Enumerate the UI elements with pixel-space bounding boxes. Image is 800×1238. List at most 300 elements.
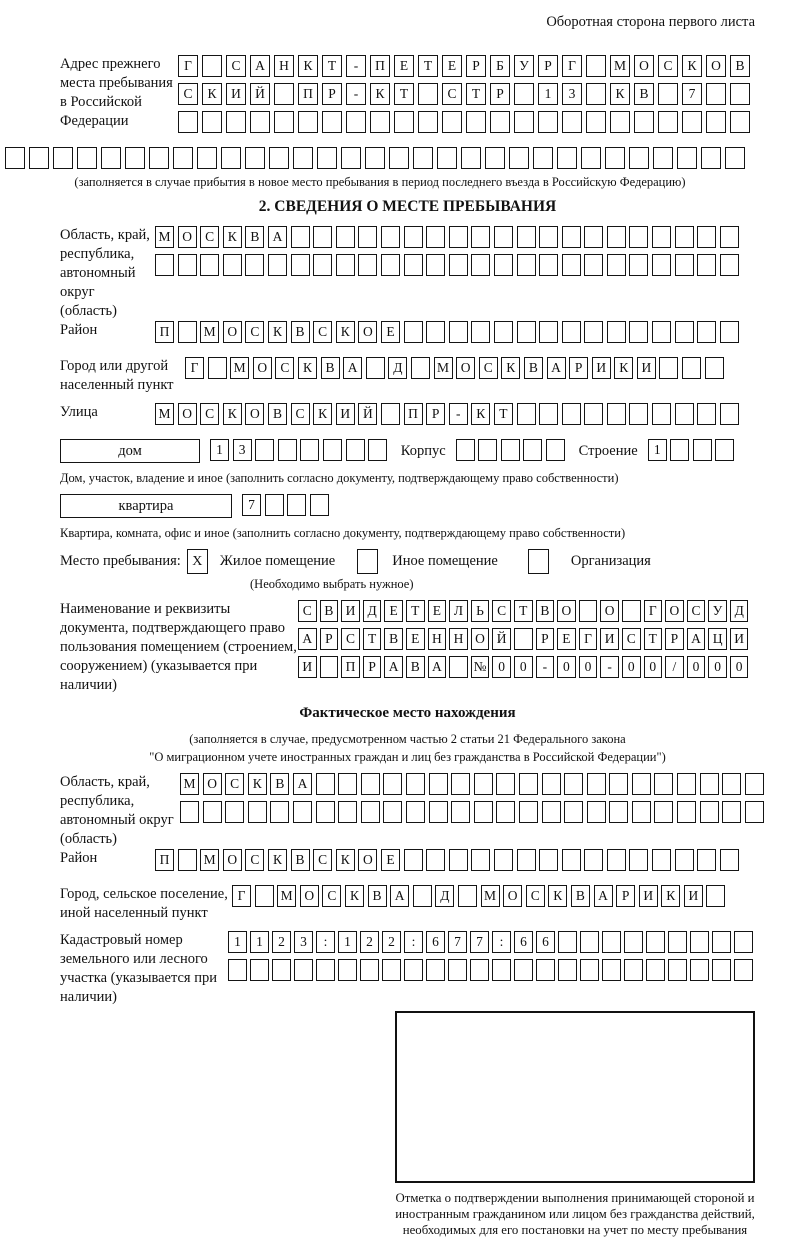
char-cell[interactable] xyxy=(730,111,750,133)
char-cell[interactable] xyxy=(478,439,497,461)
char-cell[interactable] xyxy=(514,628,533,650)
char-cell[interactable]: О xyxy=(178,226,197,248)
char-cell[interactable] xyxy=(587,801,606,823)
checkbox-organization[interactable] xyxy=(528,549,549,574)
char-cell[interactable] xyxy=(221,147,241,169)
char-cell[interactable]: Й xyxy=(250,83,270,105)
char-cell[interactable] xyxy=(624,959,643,981)
char-cell[interactable] xyxy=(542,773,561,795)
char-cell[interactable]: В xyxy=(571,885,590,907)
char-cell[interactable]: О xyxy=(203,773,222,795)
char-cell[interactable] xyxy=(461,147,481,169)
char-cell[interactable]: 3 xyxy=(233,439,252,461)
char-cell[interactable]: Р xyxy=(466,55,486,77)
char-cell[interactable] xyxy=(586,55,606,77)
fact-oblast-row2[interactable] xyxy=(180,801,767,823)
char-cell[interactable] xyxy=(338,801,357,823)
char-cell[interactable] xyxy=(519,773,538,795)
char-cell[interactable] xyxy=(368,439,387,461)
char-cell[interactable] xyxy=(293,147,313,169)
char-cell[interactable] xyxy=(517,254,536,276)
fact-raion-row[interactable] xyxy=(155,849,742,871)
char-cell[interactable] xyxy=(294,959,313,981)
char-cell[interactable]: И xyxy=(592,357,611,379)
char-cell[interactable] xyxy=(675,849,694,871)
char-cell[interactable]: И xyxy=(600,628,619,650)
doc-row3[interactable] xyxy=(298,656,755,678)
char-cell[interactable] xyxy=(730,83,750,105)
char-cell[interactable]: В xyxy=(268,403,287,425)
char-cell[interactable] xyxy=(474,801,493,823)
char-cell[interactable] xyxy=(705,357,724,379)
char-cell[interactable]: П xyxy=(155,321,174,343)
char-cell[interactable]: П xyxy=(155,849,174,871)
char-cell[interactable]: П xyxy=(298,83,318,105)
char-cell[interactable] xyxy=(725,147,745,169)
char-cell[interactable] xyxy=(346,111,366,133)
char-cell[interactable] xyxy=(607,403,626,425)
char-cell[interactable]: Н xyxy=(274,55,294,77)
char-cell[interactable]: 7 xyxy=(448,931,467,953)
char-cell[interactable]: Т xyxy=(322,55,342,77)
char-cell[interactable] xyxy=(250,959,269,981)
char-cell[interactable]: О xyxy=(456,357,475,379)
char-cell[interactable]: 0 xyxy=(644,656,663,678)
char-cell[interactable] xyxy=(155,254,174,276)
char-cell[interactable]: Д xyxy=(388,357,407,379)
char-cell[interactable] xyxy=(514,83,534,105)
char-cell[interactable] xyxy=(178,111,198,133)
char-cell[interactable] xyxy=(449,254,468,276)
char-cell[interactable] xyxy=(629,147,649,169)
char-cell[interactable] xyxy=(720,849,739,871)
char-cell[interactable]: : xyxy=(492,931,511,953)
char-cell[interactable] xyxy=(449,321,468,343)
char-cell[interactable] xyxy=(697,849,716,871)
char-cell[interactable] xyxy=(546,439,565,461)
char-cell[interactable]: С xyxy=(313,849,332,871)
char-cell[interactable]: 2 xyxy=(272,931,291,953)
char-cell[interactable] xyxy=(652,254,671,276)
char-cell[interactable]: А xyxy=(298,628,317,650)
char-cell[interactable]: М xyxy=(230,357,249,379)
char-cell[interactable] xyxy=(584,226,603,248)
char-cell[interactable]: Ь xyxy=(471,600,490,622)
char-cell[interactable]: В xyxy=(368,885,387,907)
char-cell[interactable] xyxy=(178,321,197,343)
char-cell[interactable] xyxy=(677,773,696,795)
char-cell[interactable]: А xyxy=(250,55,270,77)
char-cell[interactable] xyxy=(558,931,577,953)
char-cell[interactable] xyxy=(557,147,577,169)
char-cell[interactable] xyxy=(338,773,357,795)
char-cell[interactable] xyxy=(580,931,599,953)
char-cell[interactable] xyxy=(361,801,380,823)
char-cell[interactable]: М xyxy=(277,885,296,907)
char-cell[interactable] xyxy=(449,656,468,678)
char-cell[interactable] xyxy=(629,226,648,248)
char-cell[interactable]: С xyxy=(526,885,545,907)
char-cell[interactable]: П xyxy=(370,55,390,77)
char-cell[interactable]: А xyxy=(343,357,362,379)
char-cell[interactable] xyxy=(580,959,599,981)
char-cell[interactable] xyxy=(270,801,289,823)
char-cell[interactable] xyxy=(564,773,583,795)
char-cell[interactable] xyxy=(336,254,355,276)
char-cell[interactable]: К xyxy=(661,885,680,907)
char-cell[interactable]: 0 xyxy=(687,656,706,678)
char-cell[interactable]: 6 xyxy=(426,931,445,953)
char-cell[interactable] xyxy=(313,226,332,248)
char-cell[interactable] xyxy=(562,321,581,343)
char-cell[interactable] xyxy=(562,111,582,133)
char-cell[interactable]: Р xyxy=(536,628,555,650)
char-cell[interactable]: В xyxy=(524,357,543,379)
char-cell[interactable] xyxy=(341,147,361,169)
char-cell[interactable] xyxy=(200,254,219,276)
char-cell[interactable] xyxy=(381,226,400,248)
char-cell[interactable]: Й xyxy=(358,403,377,425)
char-cell[interactable] xyxy=(675,403,694,425)
char-cell[interactable] xyxy=(287,494,306,516)
char-cell[interactable]: С xyxy=(492,600,511,622)
char-cell[interactable] xyxy=(429,773,448,795)
char-cell[interactable] xyxy=(53,147,73,169)
kvartira-cells[interactable] xyxy=(242,494,332,516)
char-cell[interactable] xyxy=(509,147,529,169)
char-cell[interactable] xyxy=(720,254,739,276)
char-cell[interactable]: К xyxy=(471,403,490,425)
char-cell[interactable] xyxy=(494,226,513,248)
char-cell[interactable]: С xyxy=(245,849,264,871)
char-cell[interactable] xyxy=(562,226,581,248)
char-cell[interactable]: : xyxy=(316,931,335,953)
char-cell[interactable]: У xyxy=(514,55,534,77)
char-cell[interactable] xyxy=(652,403,671,425)
char-cell[interactable] xyxy=(208,357,227,379)
char-cell[interactable] xyxy=(323,439,342,461)
char-cell[interactable] xyxy=(458,885,477,907)
char-cell[interactable] xyxy=(418,83,438,105)
char-cell[interactable]: К xyxy=(298,55,318,77)
char-cell[interactable] xyxy=(366,357,385,379)
char-cell[interactable] xyxy=(517,226,536,248)
char-cell[interactable]: О xyxy=(223,849,242,871)
char-cell[interactable] xyxy=(682,357,701,379)
char-cell[interactable]: М xyxy=(610,55,630,77)
char-cell[interactable] xyxy=(418,111,438,133)
char-cell[interactable] xyxy=(429,801,448,823)
checkbox-other-premises[interactable] xyxy=(357,549,378,574)
char-cell[interactable] xyxy=(629,321,648,343)
char-cell[interactable]: К xyxy=(202,83,222,105)
char-cell[interactable] xyxy=(562,403,581,425)
char-cell[interactable]: Т xyxy=(644,628,663,650)
char-cell[interactable] xyxy=(466,111,486,133)
char-cell[interactable] xyxy=(622,600,641,622)
char-cell[interactable]: К xyxy=(223,403,242,425)
char-cell[interactable]: А xyxy=(293,773,312,795)
char-cell[interactable] xyxy=(539,403,558,425)
char-cell[interactable] xyxy=(652,321,671,343)
char-cell[interactable] xyxy=(720,321,739,343)
char-cell[interactable] xyxy=(202,55,222,77)
char-cell[interactable] xyxy=(579,600,598,622)
char-cell[interactable] xyxy=(322,111,342,133)
char-cell[interactable]: И xyxy=(684,885,703,907)
char-cell[interactable] xyxy=(706,885,725,907)
char-cell[interactable] xyxy=(697,403,716,425)
char-cell[interactable] xyxy=(586,83,606,105)
char-cell[interactable]: С xyxy=(200,226,219,248)
char-cell[interactable] xyxy=(101,147,121,169)
char-cell[interactable] xyxy=(654,801,673,823)
char-cell[interactable] xyxy=(693,439,712,461)
char-cell[interactable]: В xyxy=(384,628,403,650)
char-cell[interactable]: Д xyxy=(730,600,749,622)
char-cell[interactable]: О xyxy=(178,403,197,425)
char-cell[interactable]: М xyxy=(200,321,219,343)
char-cell[interactable] xyxy=(607,321,626,343)
char-cell[interactable]: С xyxy=(313,321,332,343)
char-cell[interactable] xyxy=(394,111,414,133)
char-cell[interactable]: Т xyxy=(418,55,438,77)
char-cell[interactable]: К xyxy=(345,885,364,907)
char-cell[interactable] xyxy=(382,959,401,981)
char-cell[interactable]: И xyxy=(336,403,355,425)
char-cell[interactable]: - xyxy=(346,83,366,105)
char-cell[interactable] xyxy=(225,801,244,823)
char-cell[interactable] xyxy=(358,226,377,248)
char-cell[interactable]: О xyxy=(300,885,319,907)
char-cell[interactable] xyxy=(197,147,217,169)
char-cell[interactable]: Е xyxy=(428,600,447,622)
char-cell[interactable] xyxy=(228,959,247,981)
char-cell[interactable]: 0 xyxy=(622,656,641,678)
char-cell[interactable]: Г xyxy=(562,55,582,77)
char-cell[interactable]: В xyxy=(730,55,750,77)
char-cell[interactable]: К xyxy=(614,357,633,379)
char-cell[interactable]: М xyxy=(155,403,174,425)
char-cell[interactable] xyxy=(602,931,621,953)
fact-gorod-row[interactable] xyxy=(232,885,729,907)
char-cell[interactable]: 6 xyxy=(514,931,533,953)
char-cell[interactable] xyxy=(411,357,430,379)
char-cell[interactable] xyxy=(448,959,467,981)
char-cell[interactable] xyxy=(451,773,470,795)
char-cell[interactable]: К xyxy=(370,83,390,105)
char-cell[interactable] xyxy=(690,959,709,981)
char-cell[interactable] xyxy=(316,773,335,795)
char-cell[interactable] xyxy=(426,849,445,871)
char-cell[interactable]: Р xyxy=(665,628,684,650)
char-cell[interactable] xyxy=(501,439,520,461)
char-cell[interactable]: Ц xyxy=(708,628,727,650)
char-cell[interactable] xyxy=(381,403,400,425)
char-cell[interactable] xyxy=(584,321,603,343)
char-cell[interactable] xyxy=(564,801,583,823)
char-cell[interactable] xyxy=(336,226,355,248)
char-cell[interactable]: О xyxy=(665,600,684,622)
char-cell[interactable]: М xyxy=(481,885,500,907)
char-cell[interactable] xyxy=(720,226,739,248)
char-cell[interactable] xyxy=(485,147,505,169)
char-cell[interactable]: С xyxy=(245,321,264,343)
char-cell[interactable] xyxy=(658,111,678,133)
char-cell[interactable] xyxy=(734,959,753,981)
char-cell[interactable]: В xyxy=(291,849,310,871)
char-cell[interactable] xyxy=(316,801,335,823)
char-cell[interactable]: Т xyxy=(394,83,414,105)
prev-address-row4[interactable] xyxy=(5,147,755,169)
char-cell[interactable]: Е xyxy=(406,628,425,650)
char-cell[interactable]: Т xyxy=(494,403,513,425)
char-cell[interactable] xyxy=(248,801,267,823)
char-cell[interactable]: 3 xyxy=(562,83,582,105)
char-cell[interactable]: В xyxy=(634,83,654,105)
char-cell[interactable]: О xyxy=(557,600,576,622)
char-cell[interactable]: Е xyxy=(381,321,400,343)
char-cell[interactable] xyxy=(652,226,671,248)
char-cell[interactable]: 1 xyxy=(228,931,247,953)
raion-row[interactable] xyxy=(155,321,742,343)
char-cell[interactable] xyxy=(562,849,581,871)
char-cell[interactable]: Г xyxy=(644,600,663,622)
char-cell[interactable] xyxy=(383,773,402,795)
char-cell[interactable] xyxy=(700,801,719,823)
char-cell[interactable] xyxy=(413,885,432,907)
char-cell[interactable] xyxy=(700,773,719,795)
char-cell[interactable]: 2 xyxy=(360,931,379,953)
char-cell[interactable] xyxy=(278,439,297,461)
prev-address-row1[interactable] xyxy=(178,55,755,77)
char-cell[interactable]: О xyxy=(503,885,522,907)
char-cell[interactable]: : xyxy=(404,931,423,953)
char-cell[interactable] xyxy=(697,226,716,248)
char-cell[interactable] xyxy=(682,111,702,133)
char-cell[interactable]: - xyxy=(346,55,366,77)
char-cell[interactable] xyxy=(293,801,312,823)
char-cell[interactable] xyxy=(442,111,462,133)
char-cell[interactable] xyxy=(291,226,310,248)
char-cell[interactable] xyxy=(720,403,739,425)
char-cell[interactable]: С xyxy=(658,55,678,77)
char-cell[interactable]: Н xyxy=(449,628,468,650)
char-cell[interactable] xyxy=(173,147,193,169)
char-cell[interactable] xyxy=(404,226,423,248)
char-cell[interactable]: 1 xyxy=(538,83,558,105)
char-cell[interactable] xyxy=(706,111,726,133)
char-cell[interactable]: Е xyxy=(381,849,400,871)
char-cell[interactable] xyxy=(715,439,734,461)
char-cell[interactable]: С xyxy=(687,600,706,622)
char-cell[interactable] xyxy=(490,111,510,133)
char-cell[interactable]: И xyxy=(226,83,246,105)
char-cell[interactable] xyxy=(602,959,621,981)
char-cell[interactable] xyxy=(629,403,648,425)
char-cell[interactable] xyxy=(539,849,558,871)
char-cell[interactable] xyxy=(659,357,678,379)
char-cell[interactable] xyxy=(652,849,671,871)
char-cell[interactable] xyxy=(607,849,626,871)
char-cell[interactable]: О xyxy=(634,55,654,77)
char-cell[interactable] xyxy=(745,801,764,823)
char-cell[interactable] xyxy=(706,83,726,105)
char-cell[interactable] xyxy=(316,959,335,981)
char-cell[interactable] xyxy=(517,321,536,343)
char-cell[interactable]: Е xyxy=(557,628,576,650)
char-cell[interactable] xyxy=(178,849,197,871)
char-cell[interactable]: С xyxy=(322,885,341,907)
char-cell[interactable]: Р xyxy=(490,83,510,105)
char-cell[interactable]: 6 xyxy=(536,931,555,953)
char-cell[interactable]: С xyxy=(291,403,310,425)
char-cell[interactable]: К xyxy=(268,321,287,343)
char-cell[interactable]: А xyxy=(687,628,706,650)
dom-number-cells[interactable] xyxy=(210,439,391,461)
char-cell[interactable] xyxy=(471,254,490,276)
char-cell[interactable] xyxy=(496,773,515,795)
char-cell[interactable] xyxy=(358,254,377,276)
char-cell[interactable]: Р xyxy=(569,357,588,379)
char-cell[interactable] xyxy=(629,849,648,871)
checkbox-residential[interactable]: X xyxy=(187,549,208,574)
char-cell[interactable]: О xyxy=(600,600,619,622)
char-cell[interactable]: С xyxy=(298,600,317,622)
char-cell[interactable] xyxy=(646,959,665,981)
char-cell[interactable] xyxy=(517,403,536,425)
char-cell[interactable]: Г xyxy=(579,628,598,650)
char-cell[interactable]: 1 xyxy=(648,439,667,461)
char-cell[interactable]: С xyxy=(225,773,244,795)
char-cell[interactable]: П xyxy=(404,403,423,425)
char-cell[interactable]: К xyxy=(336,849,355,871)
char-cell[interactable] xyxy=(223,254,242,276)
char-cell[interactable]: Р xyxy=(363,656,382,678)
char-cell[interactable] xyxy=(536,959,555,981)
char-cell[interactable] xyxy=(426,226,445,248)
char-cell[interactable]: О xyxy=(706,55,726,77)
kadastr-row1[interactable] xyxy=(228,931,756,953)
char-cell[interactable]: М xyxy=(434,357,453,379)
char-cell[interactable] xyxy=(298,111,318,133)
char-cell[interactable] xyxy=(451,801,470,823)
char-cell[interactable] xyxy=(677,801,696,823)
char-cell[interactable]: И xyxy=(639,885,658,907)
char-cell[interactable] xyxy=(558,959,577,981)
char-cell[interactable] xyxy=(456,439,475,461)
char-cell[interactable]: 7 xyxy=(470,931,489,953)
char-cell[interactable] xyxy=(494,321,513,343)
char-cell[interactable]: Р xyxy=(320,628,339,650)
char-cell[interactable]: О xyxy=(223,321,242,343)
char-cell[interactable] xyxy=(605,147,625,169)
char-cell[interactable]: Б xyxy=(490,55,510,77)
char-cell[interactable]: Р xyxy=(426,403,445,425)
char-cell[interactable] xyxy=(668,959,687,981)
char-cell[interactable]: Д xyxy=(435,885,454,907)
char-cell[interactable] xyxy=(517,849,536,871)
char-cell[interactable] xyxy=(471,226,490,248)
char-cell[interactable] xyxy=(471,321,490,343)
char-cell[interactable] xyxy=(404,321,423,343)
char-cell[interactable]: 2 xyxy=(382,931,401,953)
char-cell[interactable] xyxy=(320,656,339,678)
char-cell[interactable] xyxy=(634,111,654,133)
char-cell[interactable]: В xyxy=(406,656,425,678)
char-cell[interactable] xyxy=(470,959,489,981)
char-cell[interactable]: - xyxy=(536,656,555,678)
